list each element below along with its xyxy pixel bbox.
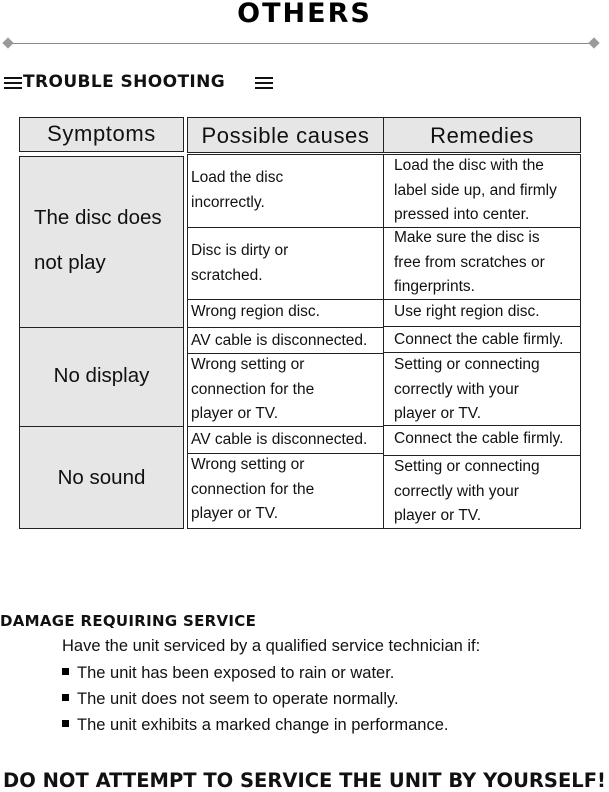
remedy-line: fingerprints. — [394, 278, 475, 295]
cause-text — [191, 353, 314, 427]
row-divider — [187, 327, 384, 328]
header-possible-causes: Possible causes — [187, 117, 384, 153]
column-divider — [383, 154, 384, 529]
remedy-line: Use right region disc. — [394, 303, 540, 320]
bullet-square-icon — [62, 668, 69, 675]
cause-line: Load the disc — [191, 169, 284, 186]
remedy-line: Setting or connecting — [394, 356, 540, 373]
symptom-line: The disc does — [34, 206, 162, 229]
cause-line: Wrong setting or — [191, 356, 305, 373]
section-lines-left-icon — [4, 77, 22, 90]
cause-line: player or TV. — [191, 505, 279, 522]
cause-text — [191, 453, 314, 527]
section-heading: TROUBLE SHOOTING — [23, 72, 226, 92]
cause-line: connection for the — [191, 480, 315, 498]
header-symptoms: Symptoms — [19, 117, 184, 152]
damage-item-text: The unit has been exposed to rain or water. — [77, 664, 395, 682]
header-remedies: Remedies — [383, 117, 581, 153]
symptom-cell-disc-not-play — [19, 156, 184, 328]
remedy-line: Connect the cable firmly. — [394, 430, 564, 447]
remedy-line: correctly with your — [394, 482, 519, 500]
cause-line: incorrectly. — [191, 193, 265, 211]
remedy-line: player or TV. — [394, 405, 482, 422]
cause-line: scratched. — [191, 266, 263, 284]
cause-text — [191, 300, 320, 325]
cause-text — [191, 239, 288, 288]
damage-item — [62, 664, 394, 683]
remedy-line: player or TV. — [394, 507, 482, 524]
remedy-line: label side up, and firmly — [394, 181, 557, 199]
remedy-text — [394, 226, 545, 300]
page-title: OTHERS — [237, 0, 372, 29]
cause-line: player or TV. — [191, 405, 279, 422]
damage-item-text: The unit exhibits a marked change in performance. — [77, 716, 449, 734]
remedy-line: correctly with your — [394, 380, 519, 398]
symptom-line: not play — [34, 251, 106, 274]
remedy-line: pressed into center. — [394, 206, 530, 223]
cause-line: AV cable is disconnected. — [191, 332, 368, 349]
cause-text — [191, 329, 367, 354]
symptom-cell-no-sound — [19, 426, 184, 529]
cause-text — [191, 428, 367, 453]
remedy-text — [394, 154, 557, 228]
bullet-square-icon — [62, 720, 69, 727]
service-warning: DO NOT ATTEMPT TO SERVICE THE UNIT BY YOURSELF! — [3, 769, 606, 792]
damage-section-title: DAMAGE REQUIRING SERVICE — [0, 612, 257, 630]
symptom-line: No display — [53, 364, 150, 387]
remedy-line: Connect the cable firmly. — [394, 331, 564, 348]
title-divider — [6, 43, 598, 44]
section-lines-right-icon — [255, 77, 273, 90]
remedy-text — [394, 328, 563, 353]
remedy-text — [394, 455, 540, 529]
row-divider — [383, 326, 581, 327]
damage-intro: Have the unit serviced by a qualified service technician if: — [62, 637, 481, 655]
damage-item-text: The unit does not seem to operate normally. — [77, 690, 399, 708]
remedy-line: Setting or connecting — [394, 458, 540, 475]
cause-line: Wrong setting or — [191, 456, 305, 473]
cause-line: AV cable is disconnected. — [191, 431, 368, 448]
cause-line: Wrong region disc. — [191, 303, 320, 320]
cause-line: connection for the — [191, 380, 315, 398]
remedy-text — [394, 300, 540, 325]
damage-item — [62, 716, 448, 735]
remedy-text — [394, 427, 563, 452]
damage-item — [62, 690, 399, 709]
cause-line: Disc is dirty or — [191, 242, 289, 259]
remedy-line: free from scratches or — [394, 253, 545, 271]
row-divider — [187, 227, 384, 228]
symptom-cell-no-display — [19, 327, 184, 427]
remedy-text — [394, 353, 540, 427]
divider-right-diamond-icon — [588, 37, 599, 48]
remedy-line: Make sure the disc is — [394, 229, 540, 246]
symptom-line: No sound — [57, 466, 146, 489]
divider-left-diamond-icon — [2, 37, 13, 48]
bullet-square-icon — [62, 694, 69, 701]
remedy-line: Load the disc with the — [394, 157, 544, 174]
cause-text — [191, 166, 283, 215]
